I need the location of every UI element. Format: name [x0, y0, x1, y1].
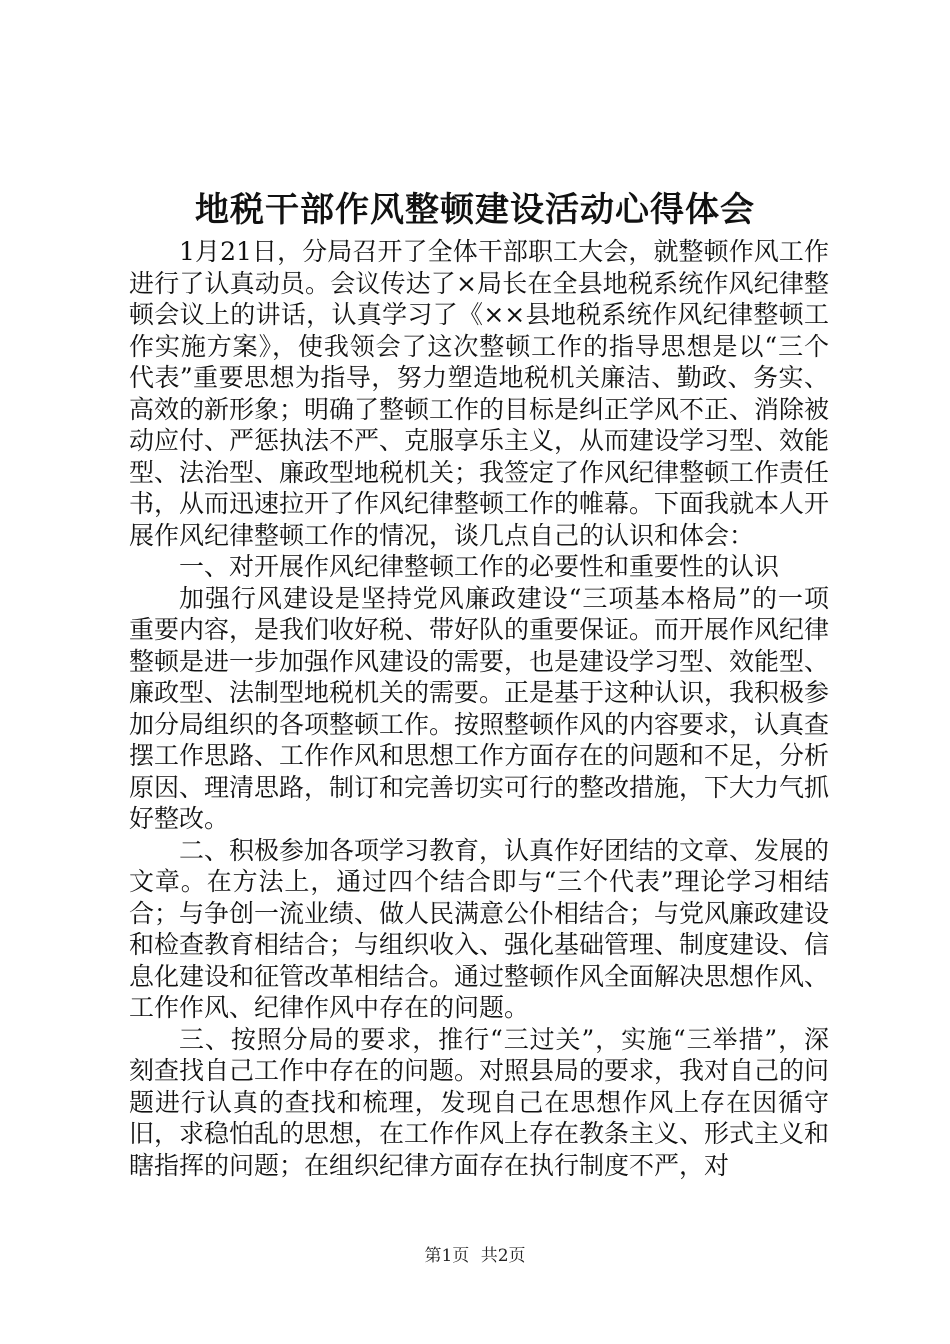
page-footer — [0, 1245, 950, 1267]
page-number: 第1页 — [424, 1246, 470, 1266]
paragraph-intro: 1月21日，分局召开了全体干部职工大会，就整顿作风工作进行了认真动员。会议传达了×局长在全县地税系统作风纪律整顿会议上的讲话，认真学习了《××县地税系统作风纪律整顿工作实施方案》，使我领会了这次整顿工作的指导思想是以“三个代表”重要思想为指导，努力塑造地税机关廉洁、勤政、务实、高效的新形象；明确了整顿工作的目标是纠正学风不正、消除被动应付、严惩执法不严、克服享乐主义，从而建设学习型、效能型、法治型、廉政型地税机关；我签定了作风纪律整顿工作责任书，从而迅速拉开了作风纪律整顿工作的帷幕。下面我就本人开展作风纪律整顿工作的情况，谈几点自己的认识和体会： — [129, 237, 830, 550]
paragraph-section-3: 三、按照分局的要求，推行“三过关”，实施“三举措”，深刻查找自己工作中存在的问题。对照县局的要求，我对自己的问题进行认真的查找和梳理，发现自己在思想作风上存在因循守旧，求稳怕乱的思想，在工作作风上存在教条主义、形式主义和瞎指挥的问题；在组织纪律方面存在执行制度不严，对 — [129, 1024, 830, 1180]
paragraph-section-2: 二、积极参加各项学习教育，认真作好团结的文章、发展的文章。在方法上，通过四个结合即与“三个代表”理论学习相结合；与争创一流业绩、做人民满意公仆相结合；与党风廉政建设和检查教育相结合；与组织收入、强化基础管理、制度建设、信息化建设和征管改革相结合。通过整顿作风全面解决思想作风、工作作风、纪律作风中存在的问题。 — [129, 835, 830, 1022]
document-body — [129, 236, 829, 1181]
page-total: 共2页 — [480, 1246, 526, 1266]
paragraph-heading-1: 一、对开展作风纪律整顿工作的必要性和重要性的认识 — [179, 552, 780, 581]
document-title: 地税干部作风整顿建设活动心得体会 — [195, 190, 755, 230]
paragraph-section-1: 加强行风建设是坚持党风廉政建设“三项基本格局”的一项重要内容，是我们收好税、带好队的重要保证。而开展作风纪律整顿是进一步加强作风建设的需要，也是建设学习型、效能型、廉政型、法制型地税机关的需要。正是基于这种认识，我积极参加分局组织的各项整顿工作。按照整顿作风的内容要求，认真查摆工作思路、工作作风和思想工作方面存在的问题和不足，分析原因、理清思路，制订和完善切实可行的整改措施，下大力气抓好整改。 — [129, 583, 830, 833]
